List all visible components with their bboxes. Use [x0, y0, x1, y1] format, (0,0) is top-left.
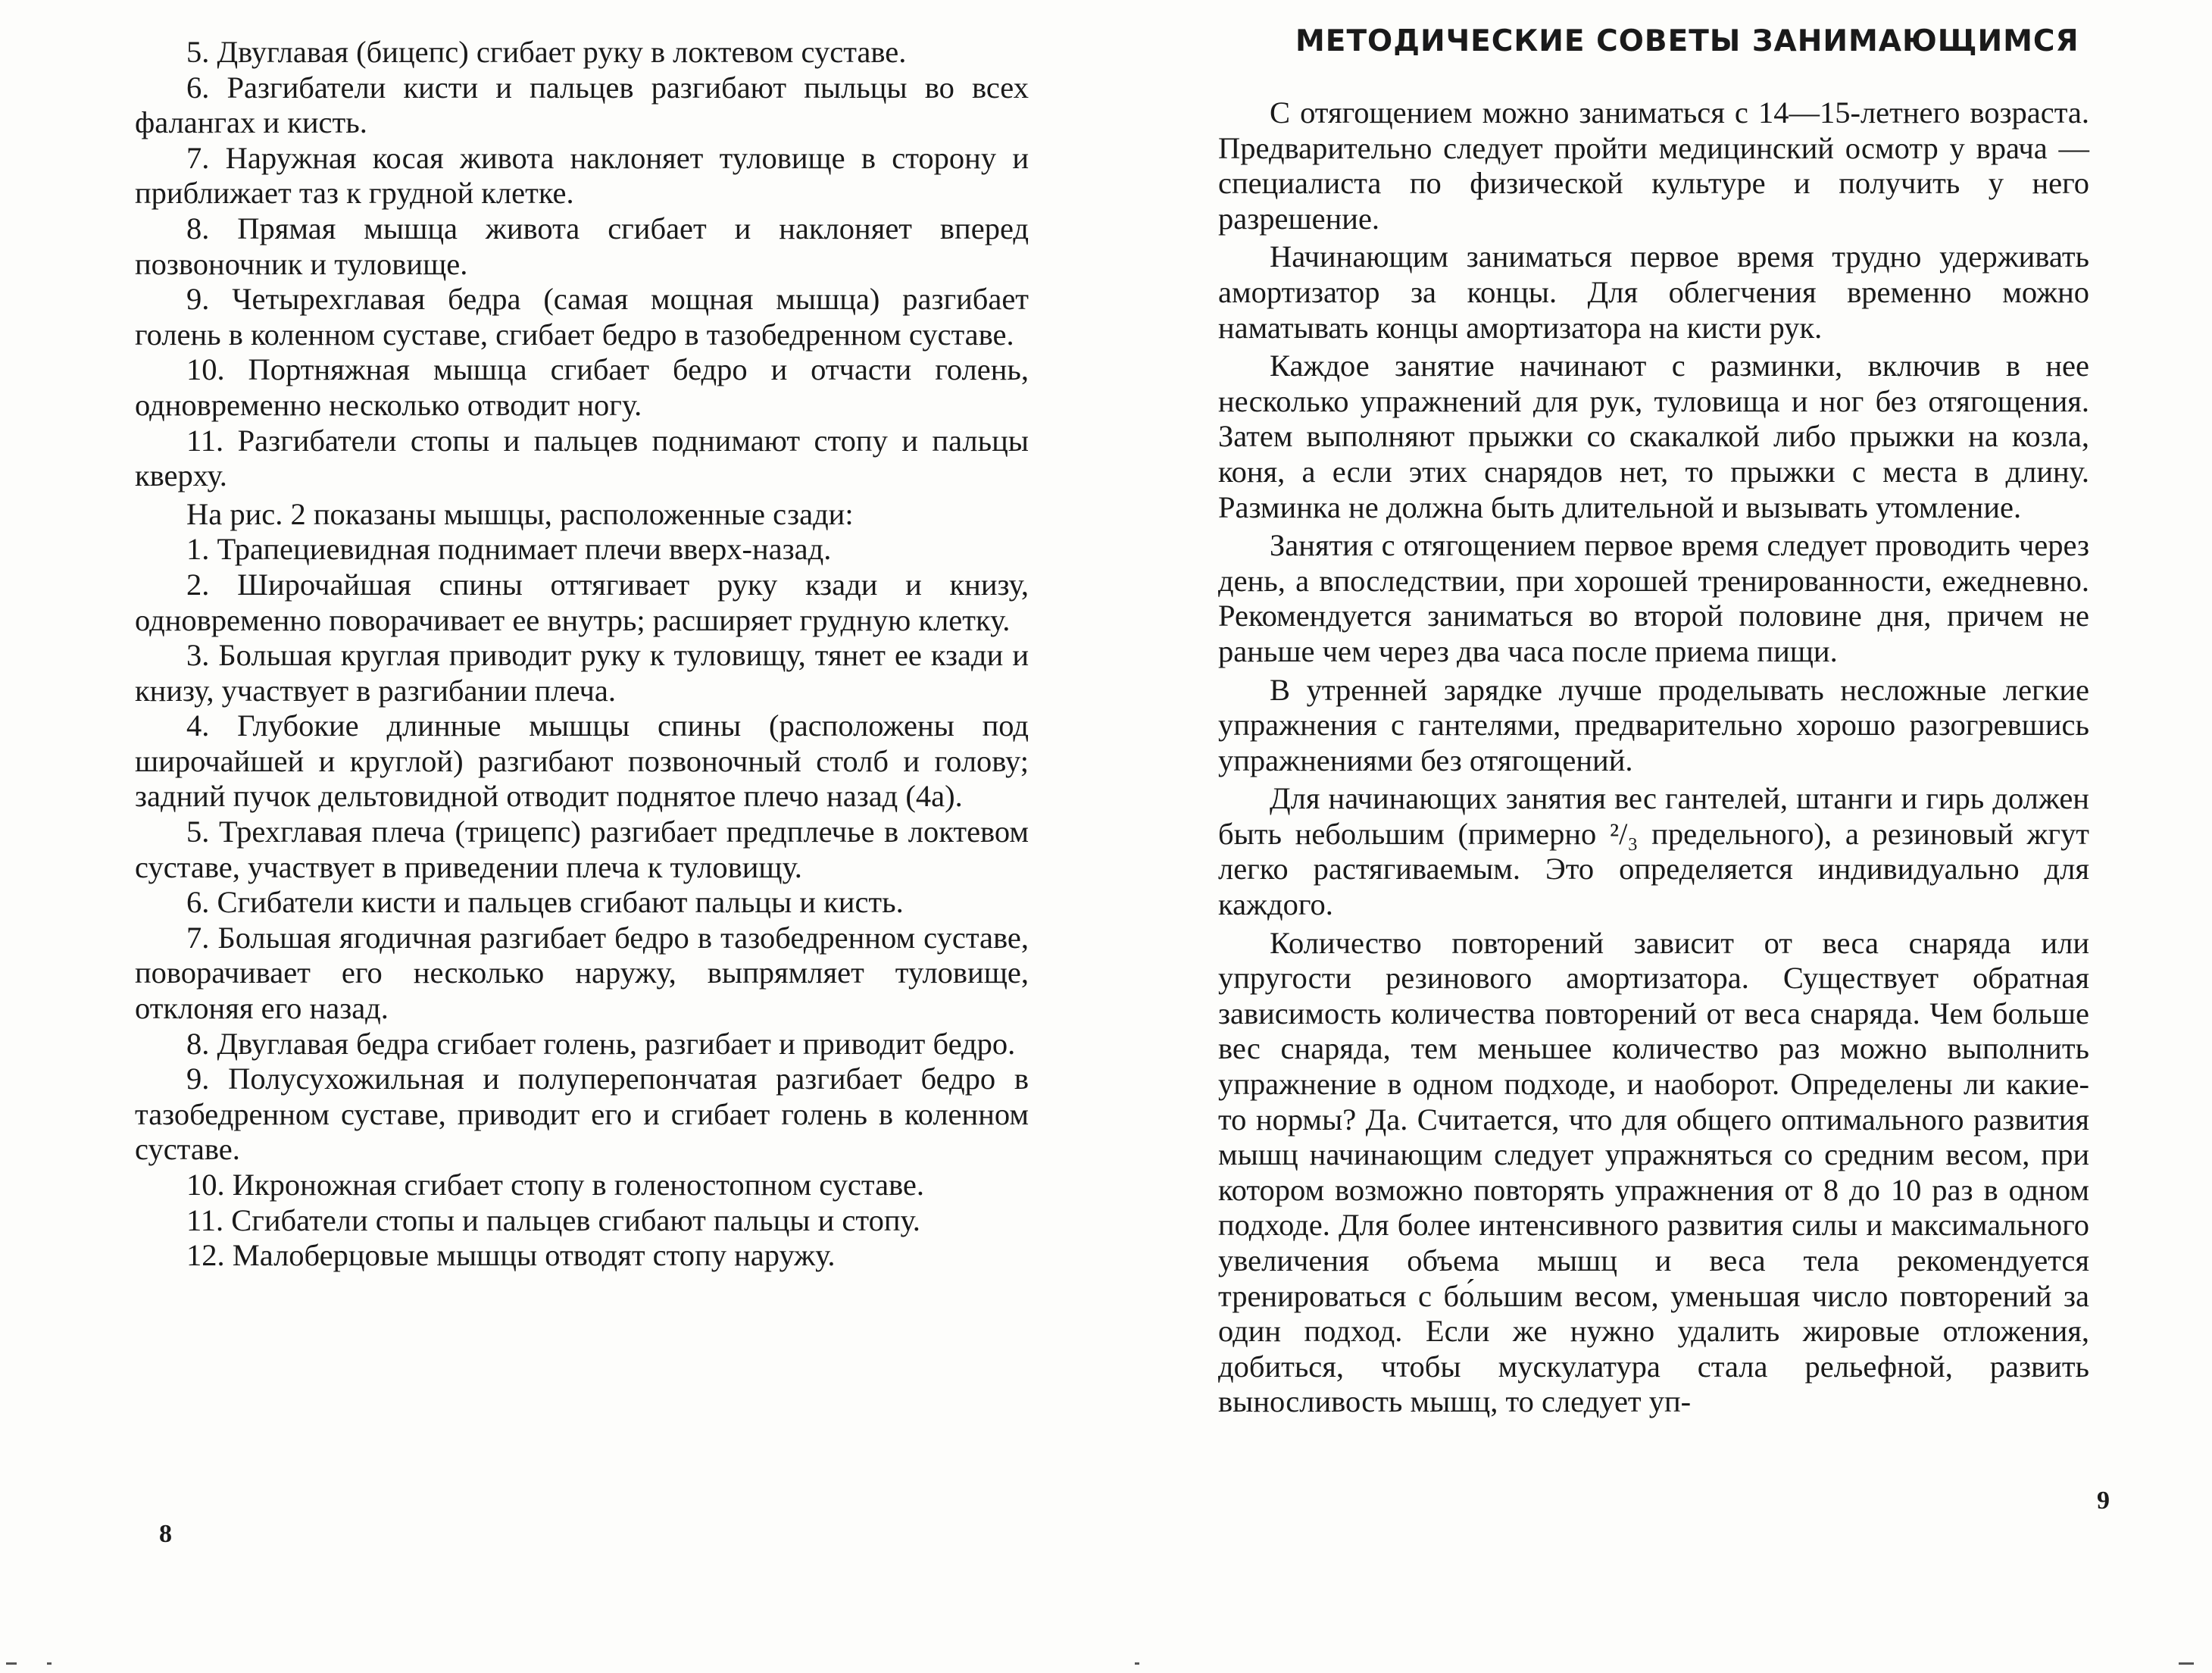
paragraph: 6. Сгибатели кисти и пальцев сгибают пальцы и кисть.: [186, 885, 904, 920]
paragraph: Для начинающих занятия вес гантелей, штанги и гирь должен быть небольшим (примерно ²/₃ предельного), а резиновый жгут легко растягиваемым. Это определяется индивидуально для каждого.: [1218, 781, 2089, 922]
crop-mark: [6, 1662, 17, 1665]
paragraph: 11. Сгибатели стопы и пальцев сгибают пальцы и стопу.: [186, 1202, 920, 1237]
paragraph: 4. Глубокие длинные мышцы спины (расположены под широчайшей и круглой) разгибают позвоночный столб и голову; задний пучок дельтовидной отводит поднятое плечо назад (4а).: [135, 708, 1029, 814]
paragraph: Количество повторений зависит от веса снаряда или упругости резинового амортизатора. Существует обратная зависимость количества повторений от веса снаряда. Чем больше вес снаряда, тем меньшее количество раз можно выполнить упражнение в одном подходе, и наоборот. Определены ли какие-то нормы? Да. Считается, что для общего оптимального развития мышц начинающим следует упражняться со средним весом, при котором возможно повторять упражнения от 8 до 10 раз в одном подходе. Для более интенсивного развития силы и максимального увеличения объема мышц и веса тела рекомендуется тренироваться с бо́льшим весом, уменьшая число повторений за один подход. Если же нужно удалить жировые отложения, добиться, чтобы мускулатура стала рельефной, развить выносливость мышц, то следует уп-: [1218, 925, 2089, 1419]
paragraph: 7. Большая ягодичная разгибает бедро в тазобедренном суставе, поворачивает его несколько наружу, выпрямляет туловище, отклоняя его назад.: [135, 920, 1029, 1026]
paragraph: Начинающим заниматься первое время трудно удерживать амортизатор за концы. Для облегчения временно можно наматывать концы амортизатора на кисти рук.: [1218, 239, 2089, 345]
right-page-text: [1218, 95, 2089, 1420]
page-number: 9: [2097, 1487, 2110, 1515]
page-number: 8: [159, 1520, 172, 1548]
paragraph: 9. Полусухожильная и полуперепончатая разгибает бедро в тазобедренном суставе, приводит его и сгибает голень в коленном суставе.: [135, 1062, 1029, 1167]
crop-mark: [1135, 1662, 1139, 1665]
right-page: [1106, 0, 2212, 1673]
paragraph: 1. Трапециевидная поднимает плечи вверх-назад.: [186, 532, 832, 567]
section-heading: МЕТОДИЧЕСКИЕ СОВЕТЫ ЗАНИМАЮЩИМСЯ: [1295, 24, 2079, 58]
paragraph: 3. Большая круглая приводит руку к туловищу, тянет ее кзади и книзу, участвует в разгибании плеча.: [135, 638, 1029, 708]
left-page-text: [135, 35, 1029, 1274]
paragraph: 8. Прямая мышца живота сгибает и наклоняет вперед позвоночник и туловище.: [135, 211, 1029, 281]
paragraph: 9. Четырехглавая бедра (самая мощная мышца) разгибает голень в коленном суставе, сгибает бедро в тазобедренном суставе.: [135, 282, 1029, 352]
paragraph: 2. Широчайшая спины оттягивает руку кзади и книзу, одновременно поворачивает ее внутрь; расширяет грудную клетку.: [135, 567, 1029, 637]
paragraph: Каждое занятие начинают с разминки, включив в нее несколько упражнений для рук, туловища и ног без отягощения. Затем выполняют прыжки со скакалкой либо прыжки на козла, коня, а если этих снарядов нет, то прыжки с места в длину. Разминка не должна быть длительной и вызывать утомление.: [1218, 349, 2089, 524]
paragraph: С отягощением можно заниматься с 14—15-летнего возраста. Предварительно следует пройти медицинский осмотр у врача — специалиста по физической культуре и получить у него разрешение.: [1218, 95, 2089, 236]
paragraph: 7. Наружная косая живота наклоняет туловище в сторону и приближает таз к грудной клетке.: [135, 140, 1029, 211]
paragraph: 5. Трехглавая плеча (трицепс) разгибает предплечье в локтевом суставе, участвует в приведении плеча к туловищу.: [135, 815, 1029, 884]
crop-mark: [47, 1662, 52, 1665]
paragraph: 10. Икроножная сгибает стопу в голеностопном суставе.: [186, 1168, 925, 1202]
paragraph: 10. Портняжная мышца сгибает бедро и отчасти голень, одновременно несколько отводит ногу.: [135, 352, 1029, 422]
paragraph: 12. Малоберцовые мышцы отводят стопу наружу.: [186, 1238, 836, 1273]
paragraph: 5. Двуглавая (бицепс) сгибает руку в локтевом суставе.: [186, 35, 907, 69]
paragraph: 6. Разгибатели кисти и пальцев разгибают пыльцы во всех фалангах и кисть.: [135, 70, 1029, 140]
paragraph: Занятия с отягощением первое время следует проводить через день, а впоследствии, при хорошей тренированности, ежедневно. Рекомендуется заниматься во второй половине дня, причем не раньше чем через два часа после приема пищи.: [1218, 528, 2089, 668]
paragraph: В утренней зарядке лучше проделывать несложные легкие упражнения с гантелями, предварительно хорошо разогревшись упражнениями без отягощений.: [1218, 672, 2089, 777]
paragraph: 11. Разгибатели стопы и пальцев поднимают стопу и пальцы кверху.: [135, 423, 1029, 493]
paragraph: На рис. 2 показаны мышцы, расположенные сзади:: [186, 496, 854, 531]
crop-mark: [2179, 1662, 2194, 1665]
paragraph: 8. Двуглавая бедра сгибает голень, разгибает и приводит бедро.: [186, 1026, 1016, 1061]
